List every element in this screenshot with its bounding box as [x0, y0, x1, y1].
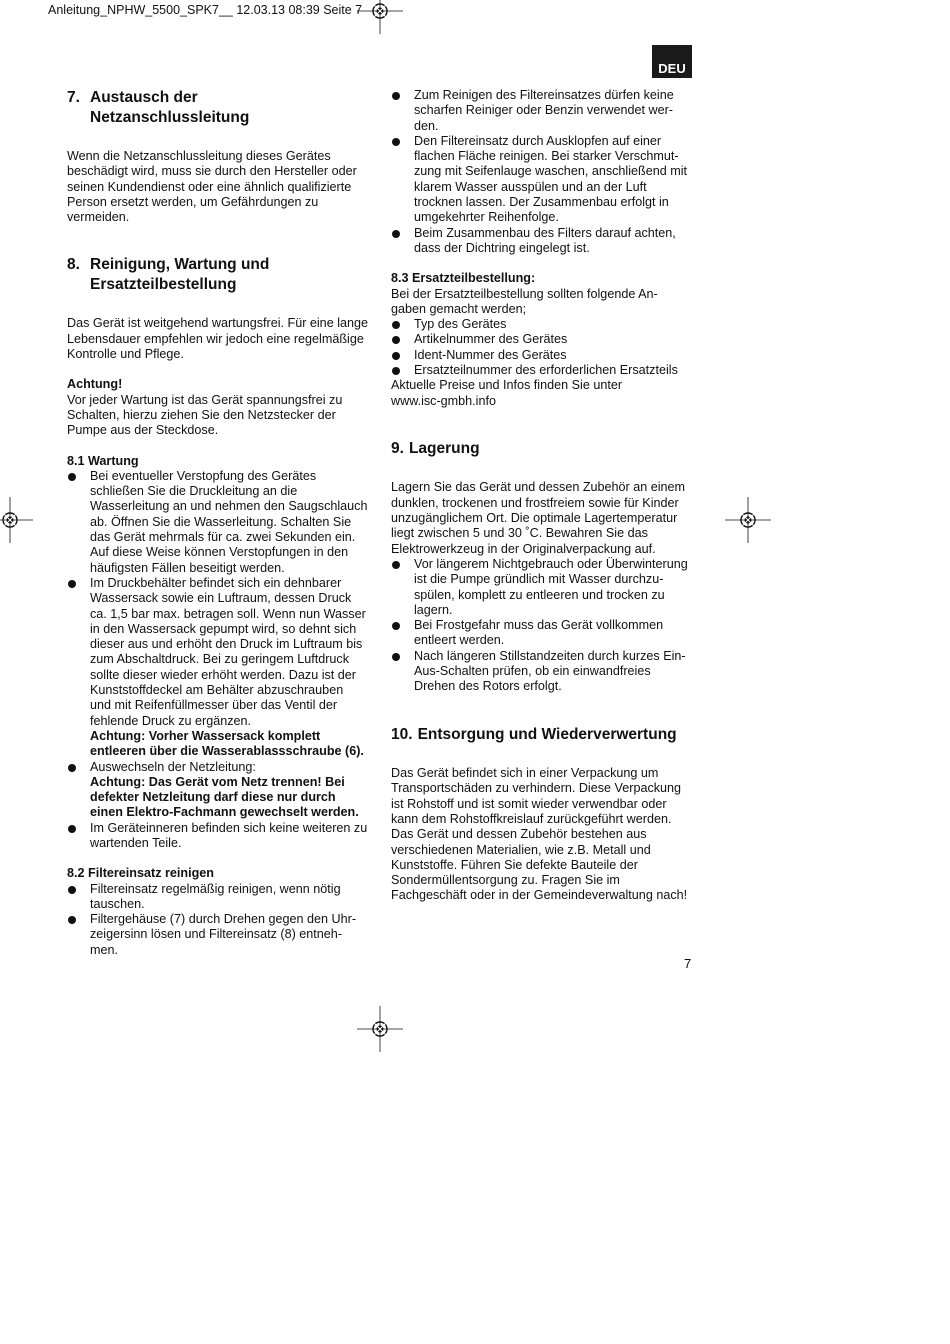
- bullet-icon: [392, 561, 400, 569]
- list-item: Im Druckbehälter befindet sich ein dehnbarer Wassersack sowie ein Luftraum, dessen Druck ca. 1,5 bar max. betragen soll. Wenn nun Wasser in den Wassersack gepumpt wird, so dehnt sich dieser aus und erhöht den Druck im Luftraum bis zum Abschaltdruck. Bei zu geringem Luftdruck sollte dieser wieder erhöht werden. Dazu ist der Kunststoffdeckel am Behälter abzuschrauben und mit Reifenfüllmesser über das Ventil der fehlende Druck zu ergänzen. Achtung: Vorher Wassersack komplett entleeren über die Wasserablassschraube (6).: [67, 576, 373, 760]
- list-item: Auswechseln der Netzleitung: Achtung: Das Gerät vom Netz trennen! Bei defekter Netzleitung darf diese nur durch einen Elektro-Fachmann gewechselt werden.: [67, 760, 373, 821]
- filter-list-continued: [391, 88, 691, 256]
- achtung-paragraph: Vor jeder Wartung ist das Gerät spannungsfrei zu Schalten, hierzu ziehen Sie den Netzstecker der Pumpe aus der Steckdose.: [67, 392, 343, 438]
- subsection-8-3-title: 8.3 Ersatzteilbestellung:: [391, 271, 536, 286]
- crop-mark-left-icon: [0, 497, 33, 543]
- wartung-list: [67, 469, 373, 851]
- bullet-icon: [392, 367, 400, 375]
- bullet-icon: [392, 230, 400, 238]
- bullet-icon: [68, 916, 76, 924]
- bullet-icon: [68, 580, 76, 588]
- bullet-icon: [392, 321, 400, 329]
- ersatzteil-list: [391, 317, 691, 378]
- page-number: 7: [684, 956, 692, 971]
- bullet-icon: [392, 138, 400, 146]
- list-item: Nach längeren Stillstandzeiten durch kurzes Ein- Aus-Schalten prüfen, ob ein einwandfreies Drehen des Rotors erfolgt.: [391, 649, 691, 695]
- section-8-number: 8.: [67, 256, 80, 274]
- list-item: Zum Reinigen des Filtereinsatzes dürfen keine scharfen Reiniger oder Benzin verwendet wer- den.: [391, 88, 691, 134]
- list-item: Typ des Gerätes: [391, 317, 691, 332]
- left-column: [67, 88, 373, 958]
- section-7-number: 7.: [67, 89, 80, 106]
- section-10-paragraph: Das Gerät befindet sich in einer Verpackung um Transportschäden zu verhindern. Diese Verpackung ist Rohstoff und ist somit wieder verwendbar oder kann dem Rohstoffkreislauf zurückgeführt werden. Das Gerät und dessen Zubehör bestehen aus verschiedenen Materialien, wie z.B. Metall und Kunststoffe. Führen Sie defekte Bauteile der Sondermüllentsorgung zu. Fragen Sie im Fachgeschäft oder in der Gemeindeverwaltung nach!: [391, 766, 688, 903]
- section-8-title-line: Ersatzteilbestellung: [90, 275, 237, 293]
- website-link[interactable]: www.isc-gmbh.info: [391, 393, 496, 408]
- filter-list: [67, 882, 373, 958]
- section-10-heading: [391, 725, 691, 745]
- list-item: Ersatzteilnummer des erforderlichen Ersatzteils: [391, 363, 691, 378]
- bullet-icon: [68, 886, 76, 894]
- section-9-number: 9.: [391, 439, 404, 457]
- bullet-icon: [392, 653, 400, 661]
- section-10-title: Entsorgung und Wiederverwertung: [417, 725, 677, 743]
- section-9-paragraph: Lagern Sie das Gerät und dessen Zubehör an einem dunklen, trockenen und frostfreiem sowie für Kinder unzugänglichem Ort. Die optimale Lagertemperatur liegt zwischen 5 und 30 ˚C. Bewahren Sie das Elektrowerkzeug in der Originalverpackung auf.: [391, 480, 686, 556]
- section-8-paragraph: Das Gerät ist weitgehend wartungsfrei. Für eine lange Lebensdauer empfehlen wir jedoch eine regelmäßige Kontrolle und Pflege.: [67, 316, 369, 362]
- list-item: Filtergehäuse (7) durch Drehen gegen den Uhr- zeigersinn lösen und Filtereinsatz (8) entneh- men.: [67, 912, 373, 958]
- list-item: Den Filtereinsatz durch Ausklopfen auf einer flachen Fläche reinigen. Bei starker Verschmut- zung mit Seifenlauge waschen, anschließend mit klarem Wasser ausspülen und an der Luft trocknen lassen. Der Zusammenbau erfolgt in umgekehrter Reihenfolge.: [391, 134, 691, 226]
- bullet-icon: [392, 92, 400, 100]
- bullet-icon: [392, 352, 400, 360]
- crop-mark-top-icon: [357, 0, 403, 34]
- bullet-icon: [68, 473, 76, 481]
- section-7-heading: [67, 88, 373, 127]
- bullet-icon: [392, 622, 400, 630]
- achtung-title: Achtung!: [67, 377, 123, 392]
- ersatzteil-outro: Aktuelle Preise und Infos finden Sie unter www.isc-gmbh.info: [391, 378, 623, 408]
- list-item: Bei Frostgefahr muss das Gerät vollkommen entleert werden.: [391, 618, 691, 649]
- section-10-number: 10.: [391, 725, 413, 743]
- section-7-title-line: Netzanschlussleitung: [90, 108, 250, 126]
- section-8-title-line: Reinigung, Wartung und: [90, 256, 270, 274]
- crop-mark-bottom-icon: [357, 1006, 403, 1052]
- subsection-8-1-title: 8.1 Wartung: [67, 453, 139, 468]
- list-item: Ident-Nummer des Gerätes: [391, 348, 691, 363]
- section-7-paragraph: Wenn die Netzanschlussleitung dieses Gerätes beschädigt wird, muss sie durch den Hersteller oder seinen Kundendienst oder eine ähnlich qualifizierte Person ersetzt werden, um Gefährdungen zu vermeiden.: [67, 149, 357, 225]
- right-column: [391, 88, 691, 904]
- subsection-8-2-title: 8.2 Filtereinsatz reinigen: [67, 866, 214, 881]
- section-9-heading: [391, 439, 691, 459]
- crop-mark-right-icon: [725, 497, 771, 543]
- section-9-title: Lagerung: [408, 439, 480, 457]
- bullet-icon: [68, 764, 76, 772]
- list-item: Artikelnummer des Gerätes: [391, 332, 691, 347]
- lagerung-list: [391, 557, 691, 695]
- bullet-icon: [392, 336, 400, 344]
- list-item: Beim Zusammenbau des Filters darauf achten, dass der Dichtring eingelegt ist.: [391, 226, 691, 257]
- list-item: Im Geräteinneren befinden sich keine weiteren zu wartenden Teile.: [67, 821, 373, 852]
- language-tab: DEU: [652, 45, 692, 78]
- list-item: Filtereinsatz regelmäßig reinigen, wenn nötig tauschen.: [67, 882, 373, 913]
- section-8-heading: [67, 255, 373, 294]
- print-slug: Anleitung_NPHW_5500_SPK7__ 12.03.13 08:39 Seite 7: [48, 3, 363, 17]
- ersatzteil-intro: Bei der Ersatzteilbestellung sollten folgende An- gaben gemacht werden;: [391, 286, 658, 316]
- list-item: Bei eventueller Verstopfung des Gerätes schließen Sie die Druckleitung an die Wasserleitung an und nehmen den Saugschlauch ab. Öffnen Sie die Wasserleitung. Schalten Sie das Gerät mehrmals für ca. zwei Sekunden ein. Auf diese Weise können Verstopfungen in den häufigsten Fällen beseitigt werden.: [67, 469, 373, 576]
- section-7-title-line: Austausch der: [90, 89, 198, 106]
- list-item: Vor längerem Nichtgebrauch oder Überwinterung ist die Pumpe gründlich mit Wasser durchzu- spülen, komplett zu entleeren und trocken zu lagern.: [391, 557, 691, 618]
- bullet-icon: [68, 825, 76, 833]
